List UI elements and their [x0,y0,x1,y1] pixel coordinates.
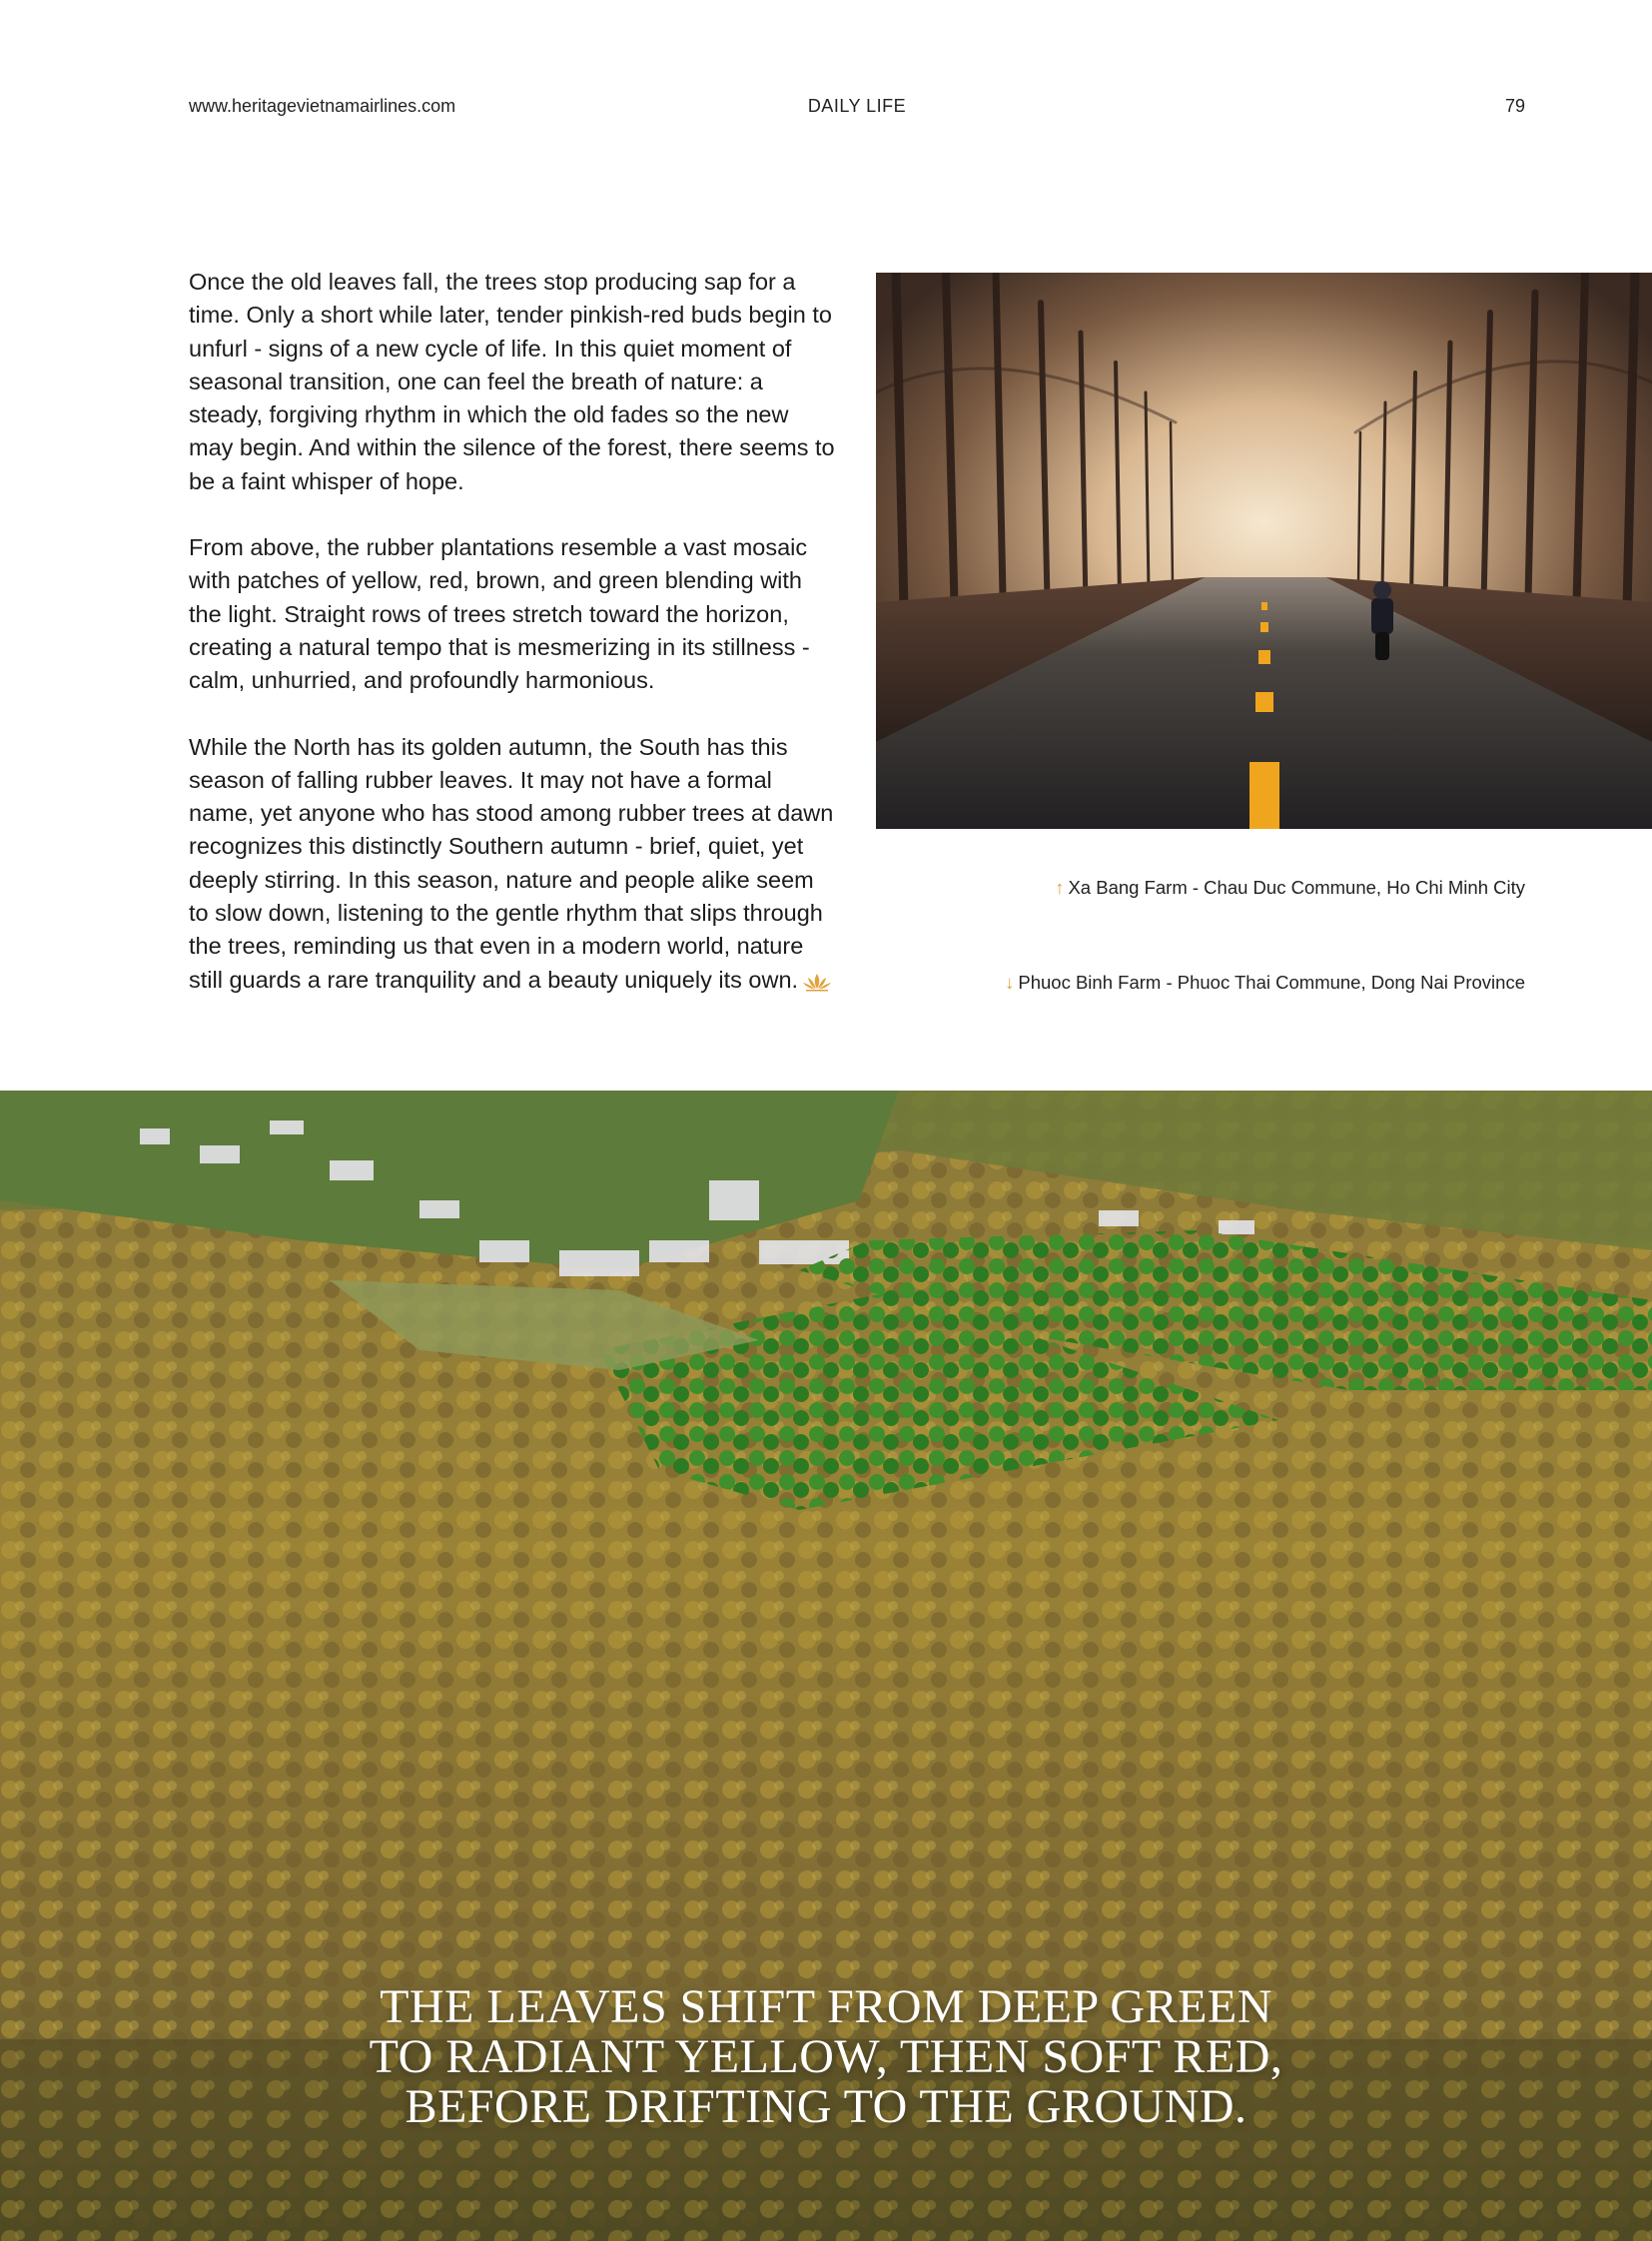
down-arrow-icon: ↓ [1005,972,1015,993]
caption-top-text: Xa Bang Farm - Chau Duc Commune, Ho Chi Minh City [1068,877,1525,898]
section-title: DAILY LIFE [807,96,907,116]
caption-bottom-text: Phuoc Binh Farm - Phuoc Thai Commune, Dong Nai Province [1018,972,1525,993]
website-url: www.heritagevietnamairlines.com [189,96,456,116]
caption-top [1055,877,1525,899]
caption-bottom [1005,972,1525,994]
pull-quote-line-2: TO RADIANT YELLOW, THEN SOFT RED, [369,2030,1283,2083]
pull-quote [0,1982,1652,2132]
page-header [189,96,1525,122]
lotus-icon [802,968,832,1001]
paragraph-3-text: While the North has its golden autumn, the South has this season of falling rubber leaves. It may not have a formal name, yet anyone who has stood among rubber trees at dawn recognizes this distinctly Southern autumn - brief, quiet, yet deeply stirring. In this season, nature and people alike seem to slow down, listening to the gentle rhythm that slips through the trees, reminding us that even in a modern world, nature still guards a rare tranquility and a beauty uniquely its own. [189,733,834,993]
paragraph-3 [189,731,838,1001]
up-arrow-icon: ↑ [1055,877,1065,898]
pull-quote-line-3: BEFORE DRIFTING TO THE GROUND. [405,2080,1247,2133]
article-body [189,266,838,1034]
page-number: 79 [1504,96,1525,116]
paragraph-2: From above, the rubber plantations resemble a vast mosaic with patches of yellow, red, brown, and green blending with the light. Straight rows of trees stretch toward the horizon, creating a natural tempo that is mesmerizing in its stillness - calm, unhurried, and profoundly harmonious. [189,534,810,694]
pull-quote-line-1: THE LEAVES SHIFT FROM DEEP GREEN [380,1980,1272,2033]
paragraph-1: Once the old leaves fall, the trees stop producing sap for a time. Only a short while later, tender pinkish-red buds begin to unfurl - signs of a new cycle of life. In this quiet moment of seasonal transition, one can feel the breath of nature: a steady, forgiving rhythm in which the old fades so the new may begin. And within the silence of the forest, there seems to be a faint whisper of hope. [189,269,835,494]
road-photo [876,273,1652,829]
